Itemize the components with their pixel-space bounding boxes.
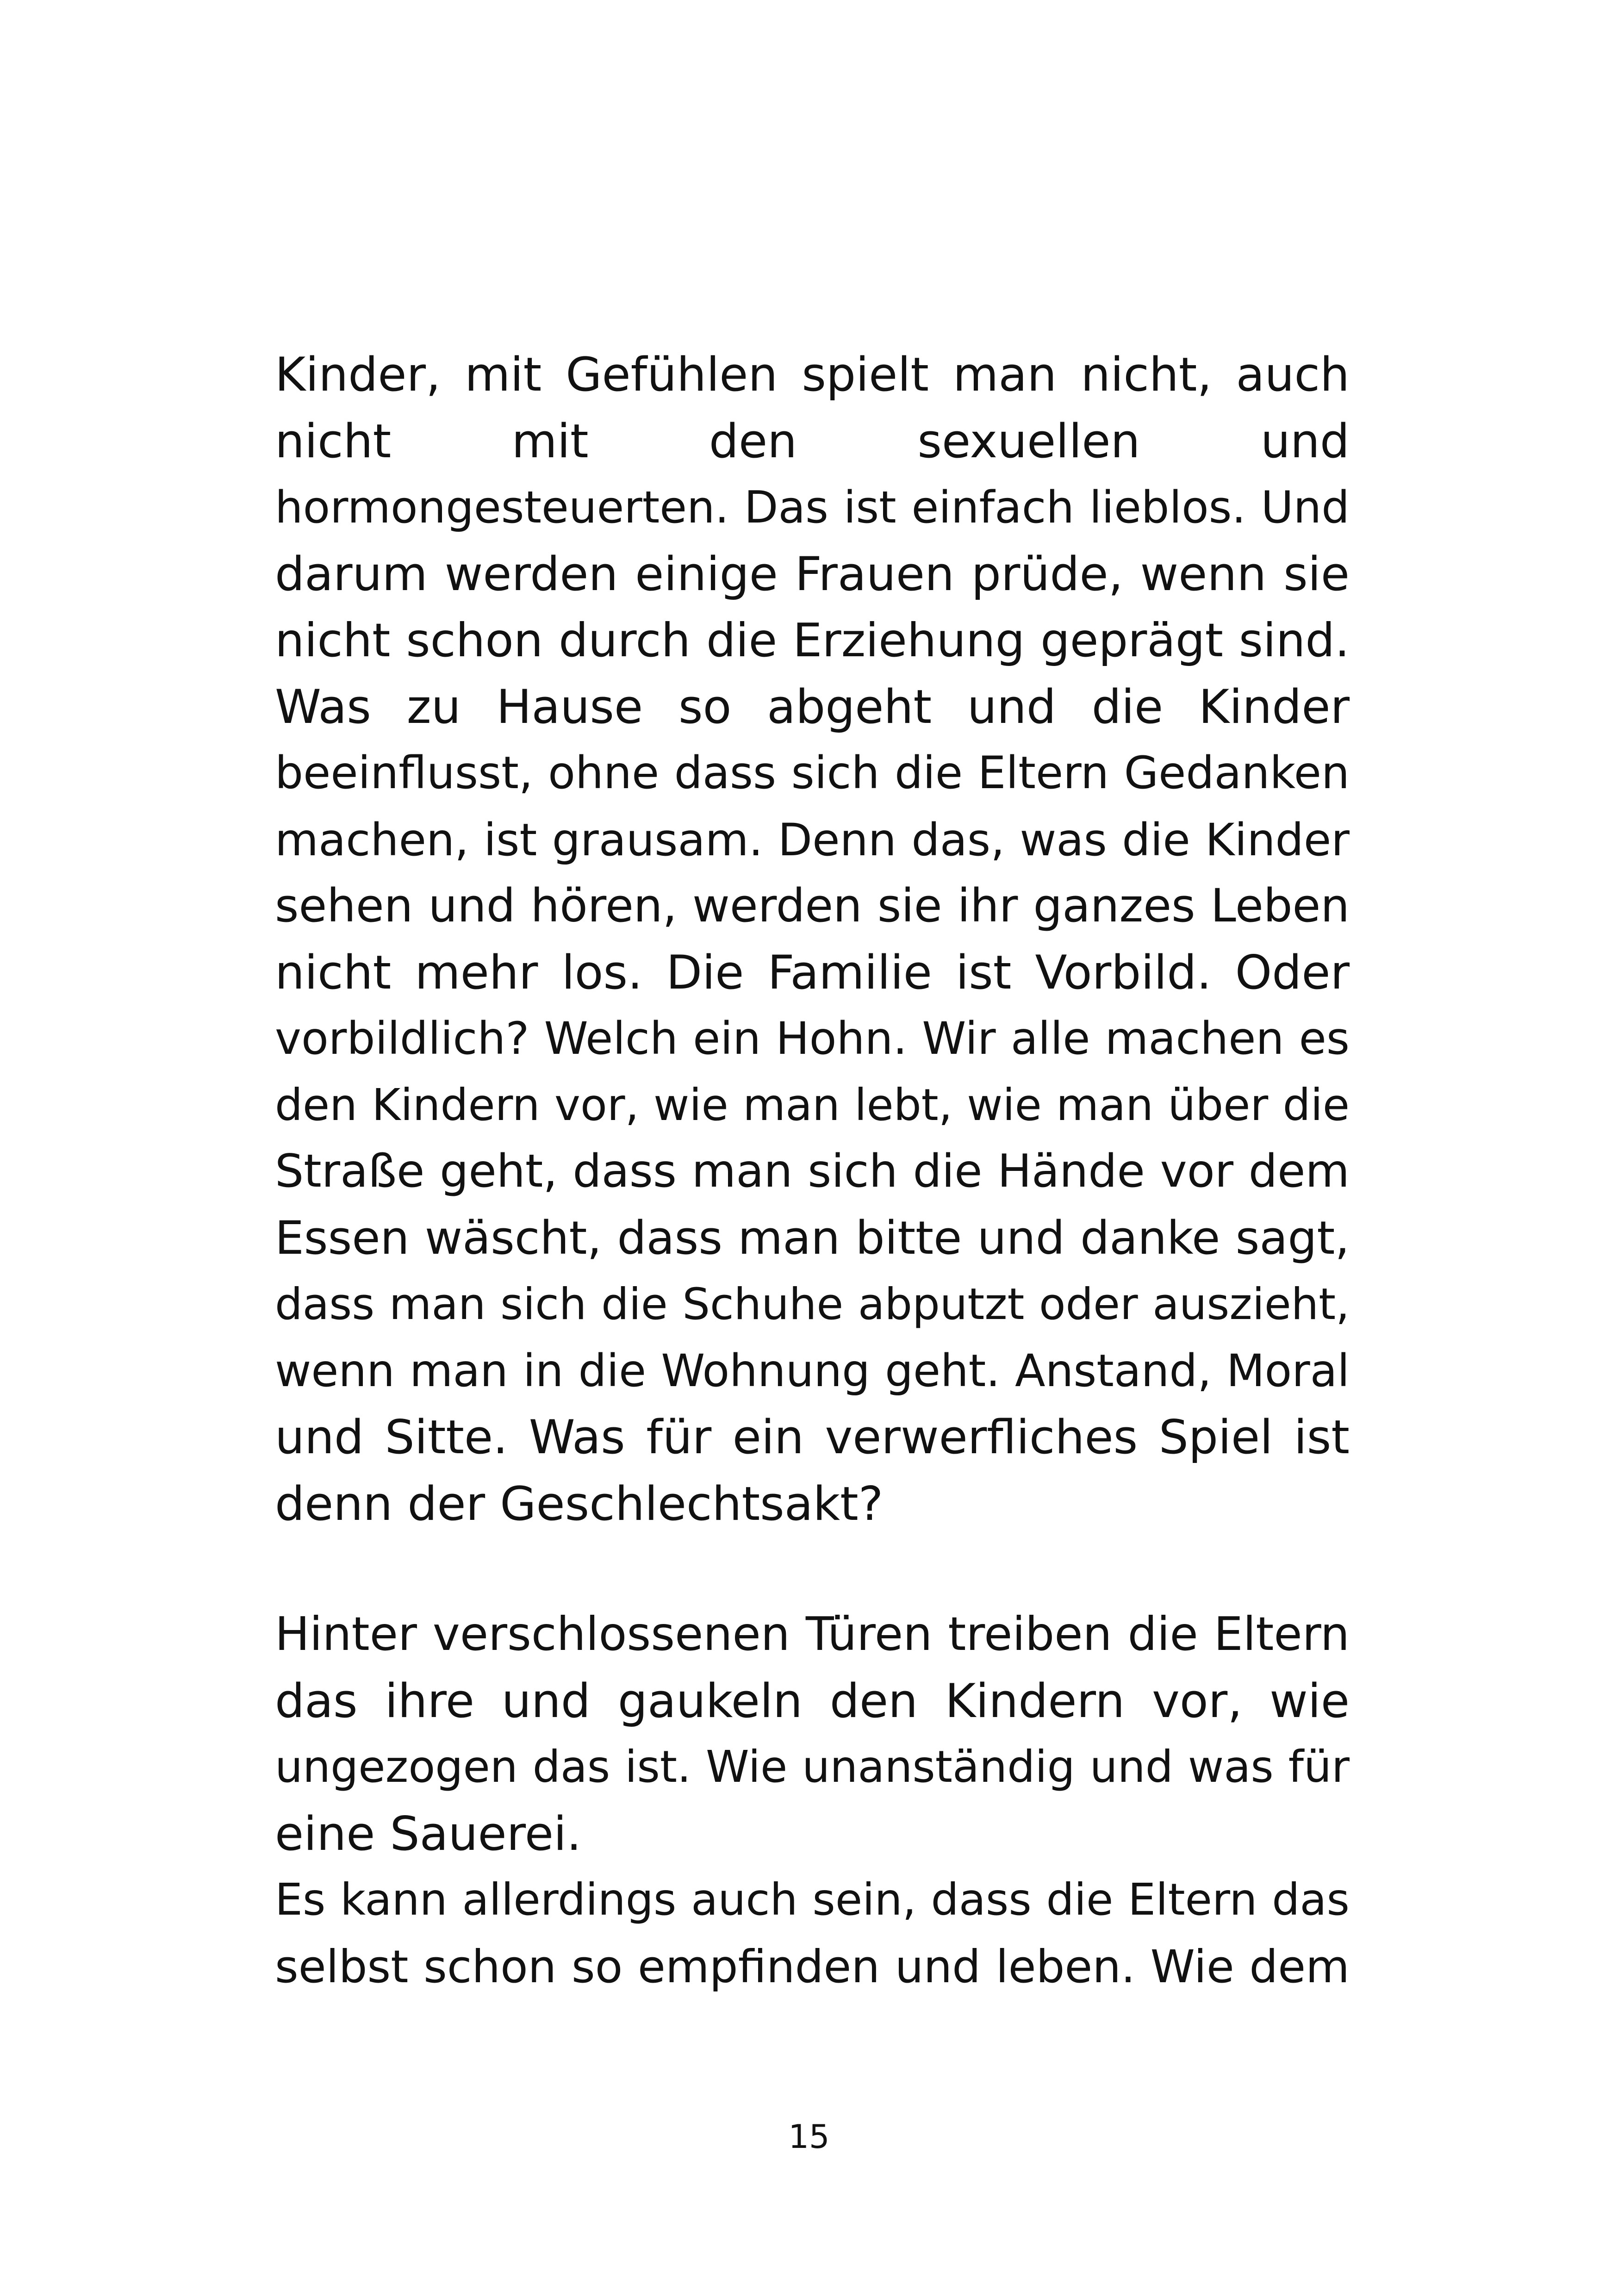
text-line: wenn man in die Wohnung geht. Anstand, Moral xyxy=(275,1344,1350,1397)
text-line: Straße geht, dass man sich die Hände vor dem xyxy=(275,1145,1350,1198)
text-line: eine Sauerei. xyxy=(275,1806,582,1861)
text-line: denn der Geschlechtsakt? xyxy=(275,1476,884,1531)
text-line: den Kindern vor, wie man lebt, wie man über die xyxy=(275,1079,1350,1131)
text-line: darum werden einige Frauen prüde, wenn sie xyxy=(275,546,1350,601)
text-line: machen, ist grausam. Denn das, was die Kinder xyxy=(275,813,1350,866)
text-line: nicht mit den sexuellen und xyxy=(275,413,1350,468)
paragraph-1 xyxy=(275,342,1350,1537)
text-line: sehen und hören, werden sie ihr ganzes Leben xyxy=(275,879,1350,933)
text-line: hormongesteuerten. Das ist einfach lieblos. Und xyxy=(275,481,1350,533)
text-line: und Sitte. Was für ein verwerfliches Spiel ist xyxy=(275,1410,1350,1464)
text-line: dass man sich die Schuhe abputzt oder auszieht, xyxy=(275,1279,1350,1330)
text-line: selbst schon so empfinden und leben. Wie dem xyxy=(275,1940,1350,1993)
text-line: vorbildlich? Welch ein Hohn. Wir alle machen es xyxy=(275,1013,1350,1064)
paragraph-2 xyxy=(275,1601,1350,2000)
text-line: das ihre und gaukeln den Kindern vor, wie xyxy=(275,1673,1350,1728)
text-line: Was zu Hause so abgeht und die Kinder xyxy=(275,679,1350,734)
text-line: nicht mehr los. Die Familie ist Vorbild. Oder xyxy=(275,945,1350,1000)
text-line: Es kann allerdings auch sein, dass die Eltern das xyxy=(275,1874,1350,1925)
text-line: Essen wäscht, dass man bitte und danke sagt, xyxy=(275,1211,1350,1265)
text-line: beeinflusst, ohne dass sich die Eltern Gedanken xyxy=(275,747,1350,799)
text-line: ungezogen das ist. Wie unanständig und was für xyxy=(275,1742,1350,1792)
text-line: Hinter verschlossenen Türen treiben die Eltern xyxy=(275,1608,1350,1661)
text-line: Kinder, mit Gefühlen spielt man nicht, auch xyxy=(275,347,1350,402)
page-number: 15 xyxy=(788,2118,830,2156)
text-line: nicht schon durch die Erziehung geprägt sind. xyxy=(275,613,1350,667)
